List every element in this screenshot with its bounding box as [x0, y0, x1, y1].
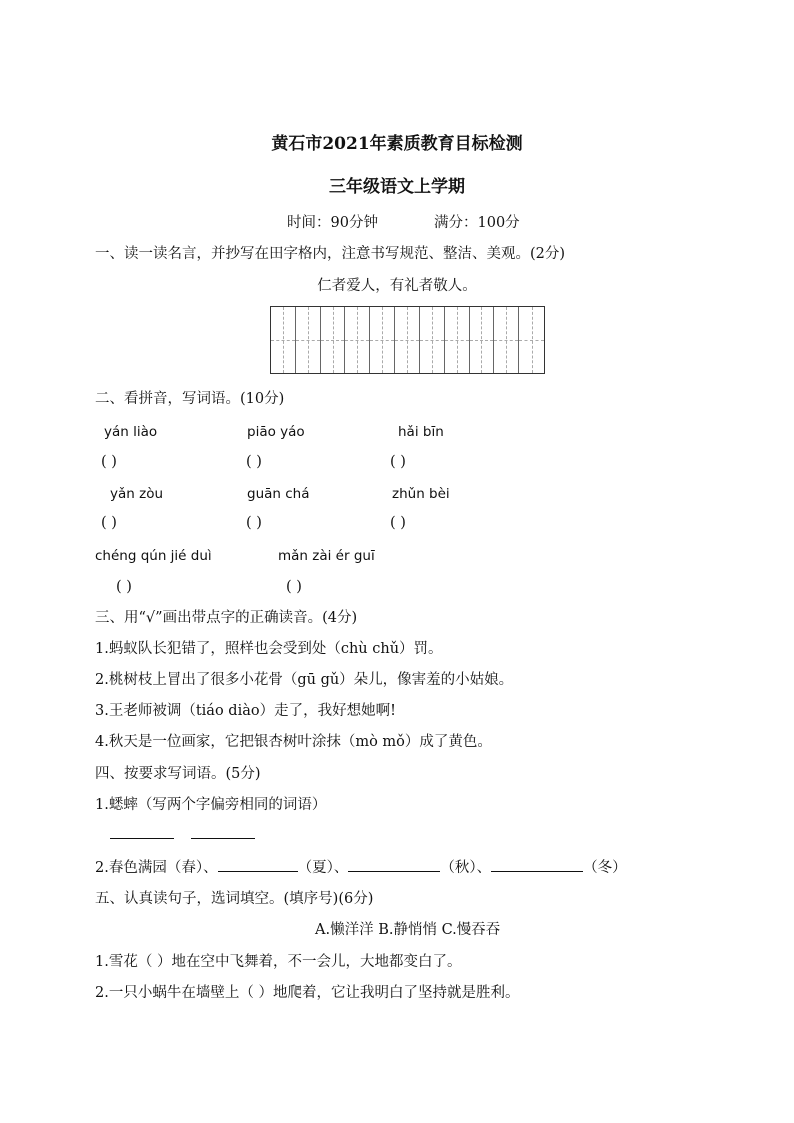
grid-cell[interactable]: [395, 307, 420, 373]
q4-autumn-blank[interactable]: [348, 857, 440, 872]
pinyin-7: chéng qún jié duì: [95, 548, 212, 564]
grid-cell[interactable]: [470, 307, 495, 373]
q3-heading: 三、用“√”画出带点字的正确读音。(4分): [95, 610, 358, 626]
page-subtitle: 三年级语文上学期: [329, 177, 465, 197]
pinyin-6: zhǔn bèi: [392, 486, 450, 502]
q4-winter-label: （冬）: [583, 860, 627, 876]
grid-cell[interactable]: [420, 307, 445, 373]
exam-score: 满分：100分: [434, 215, 520, 231]
pinyin-2: piāo yáo: [247, 424, 305, 440]
q4-autumn-label: （秋）、: [440, 860, 492, 876]
q4-item-2: [95, 857, 627, 878]
q2-heading: 二、看拼音，写词语。(10分): [95, 391, 285, 407]
q5-item-1: 1.雪花（ ）地在空中飞舞着，不一会儿，大地都变白了。: [95, 954, 462, 970]
exam-time: 时间：90分钟: [287, 215, 378, 231]
grid-cell[interactable]: [345, 307, 370, 373]
answer-blank-1[interactable]: ( ): [101, 454, 117, 470]
answer-blank-3[interactable]: ( ): [390, 454, 406, 470]
page-title: 黄石市2021年素质教育目标检测: [271, 134, 523, 154]
grid-cell[interactable]: [494, 307, 519, 373]
grid-cell[interactable]: [370, 307, 395, 373]
pinyin-3: hǎi bīn: [398, 424, 444, 440]
q3-item-1: 1.蚂蚁队长犯错了，照样也会受到处（chù chǔ）罚。: [95, 641, 443, 657]
q1-quote: 仁者爱人，有礼者敬人。: [317, 278, 477, 294]
pinyin-4: yǎn zòu: [110, 486, 164, 502]
q5-heading: 五、认真读句子，选词填空。(填序号)(6分): [95, 891, 374, 907]
q4-item-2-label: 2.春色满园（春）、: [95, 860, 218, 876]
tianzige-grid[interactable]: [270, 306, 545, 374]
grid-cell[interactable]: [296, 307, 321, 373]
q5-options: A.懒洋洋 B.静悄悄 C.慢吞吞: [315, 922, 501, 938]
grid-cell[interactable]: [271, 307, 296, 373]
answer-blank-7[interactable]: ( ): [116, 579, 132, 595]
q3-item-2: 2.桃树枝上冒出了很多小花骨（gū gǔ）朵儿，像害羞的小姑娘。: [95, 672, 514, 688]
q4-summer-blank[interactable]: [218, 857, 298, 872]
q3-item-4: 4.秋天是一位画家，它把银杏树叶涂抹（mò mǒ）成了黄色。: [95, 734, 492, 750]
q4-blank-1[interactable]: [110, 824, 174, 845]
answer-blank-8[interactable]: ( ): [286, 579, 302, 595]
q4-summer-label: （夏）、: [297, 860, 349, 876]
answer-blank-4[interactable]: ( ): [101, 515, 117, 531]
q4-blank-2[interactable]: [191, 824, 255, 845]
grid-cell[interactable]: [445, 307, 470, 373]
grid-cell[interactable]: [321, 307, 346, 373]
q1-heading: 一、读一读名言，并抄写在田字格内，注意书写规范、整洁、美观。(2分): [95, 246, 566, 262]
q3-item-3: 3.王老师被调（tiáo diào）走了，我好想她啊!: [95, 703, 396, 719]
answer-blank-2[interactable]: ( ): [246, 454, 262, 470]
q4-heading: 四、按要求写词语。(5分): [95, 766, 261, 782]
answer-blank-5[interactable]: ( ): [246, 515, 262, 531]
grid-cell[interactable]: [519, 307, 544, 373]
pinyin-5: guān chá: [247, 486, 310, 502]
answer-blank-6[interactable]: ( ): [390, 515, 406, 531]
pinyin-8: mǎn zài ér guī: [278, 548, 375, 564]
q4-winter-blank[interactable]: [491, 857, 583, 872]
q5-item-2: 2.一只小蜗牛在墙壁上（ ）地爬着，它让我明白了坚持就是胜利。: [95, 985, 520, 1001]
pinyin-1: yán liào: [104, 424, 158, 440]
q4-item-1: 1.蟋蟀（写两个字偏旁相同的词语）: [95, 797, 327, 813]
